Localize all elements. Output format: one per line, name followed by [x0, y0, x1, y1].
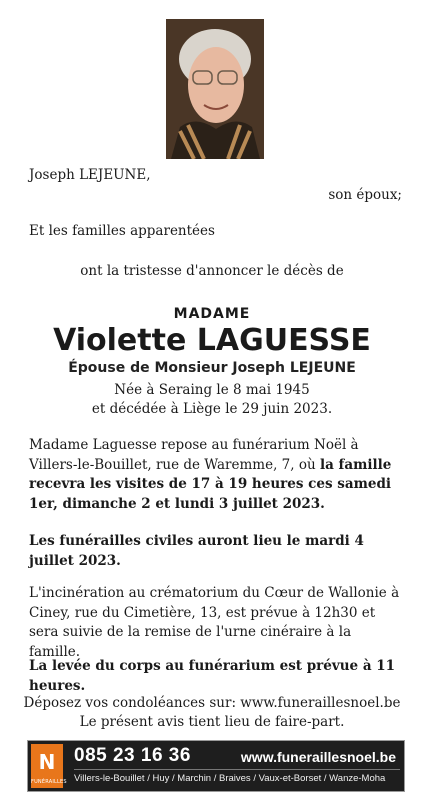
spouse-line: Épouse de Monsieur Joseph LEJEUNE — [68, 360, 356, 376]
relation-text: son époux; — [328, 187, 402, 203]
funeral-paragraph: Les funérailles civiles auront lieu le mardi 4 juillet 2023. — [29, 533, 364, 569]
cremation-paragraph: L'incinération au crématorium du Cœur de Wallonie à Ciney, rue du Cimetière, 13, est prévue à 12h30 et sera suivie de la remise de l'urne cinéraire à la famille. — [29, 585, 400, 660]
funeral-home-logo — [31, 744, 67, 788]
title-madame: MADAME — [173, 306, 251, 322]
website-link[interactable]: www.funeraillesnoel.be — [240, 749, 396, 765]
death-line: et décédée à Liège le 29 juin 2023. — [91, 401, 333, 417]
portrait-photo — [166, 19, 264, 159]
visitation-paragraph — [29, 436, 404, 514]
visitation-hours: la famille recevra les visites de 17 à 19 heures ces samedi 1er, dimanche 2 et lundi 3 juillet 2023. — [29, 456, 392, 512]
deceased-name: Violette LAGUESSE — [53, 323, 371, 358]
departure-paragraph: La levée du corps au funérarium est prévue à 11 heures. — [29, 658, 396, 694]
notice-text: Le présent avis tient lieu de faire-part. — [79, 714, 345, 730]
logo-letter: N — [38, 750, 56, 774]
locations-list: Villers-le-Bouillet / Huy / Marchin / Braives / Vaux-et-Borset / Wanze-Moha — [74, 773, 386, 784]
banner-divider — [74, 769, 400, 770]
condolences-text: Déposez vos condoléances sur: www.funeraillesnoel.be — [23, 695, 401, 711]
announcement-text: ont la tristesse d'annoncer le décès de — [80, 263, 344, 279]
birth-line: Née à Seraing le 8 mai 1945 — [114, 382, 310, 398]
family-name: Joseph LEJEUNE, — [29, 167, 151, 183]
funeral-home-banner — [27, 740, 405, 792]
phone-number: 085 23 16 36 — [74, 745, 191, 766]
logo-caption: FUNÉRAILLES — [31, 779, 67, 785]
families-text: Et les familles apparentées — [29, 223, 215, 239]
visitation-text: Madame Laguesse repose au funérarium Noël à Villers-le-Bouillet, rue de Waremme, 7, où — [29, 437, 359, 473]
